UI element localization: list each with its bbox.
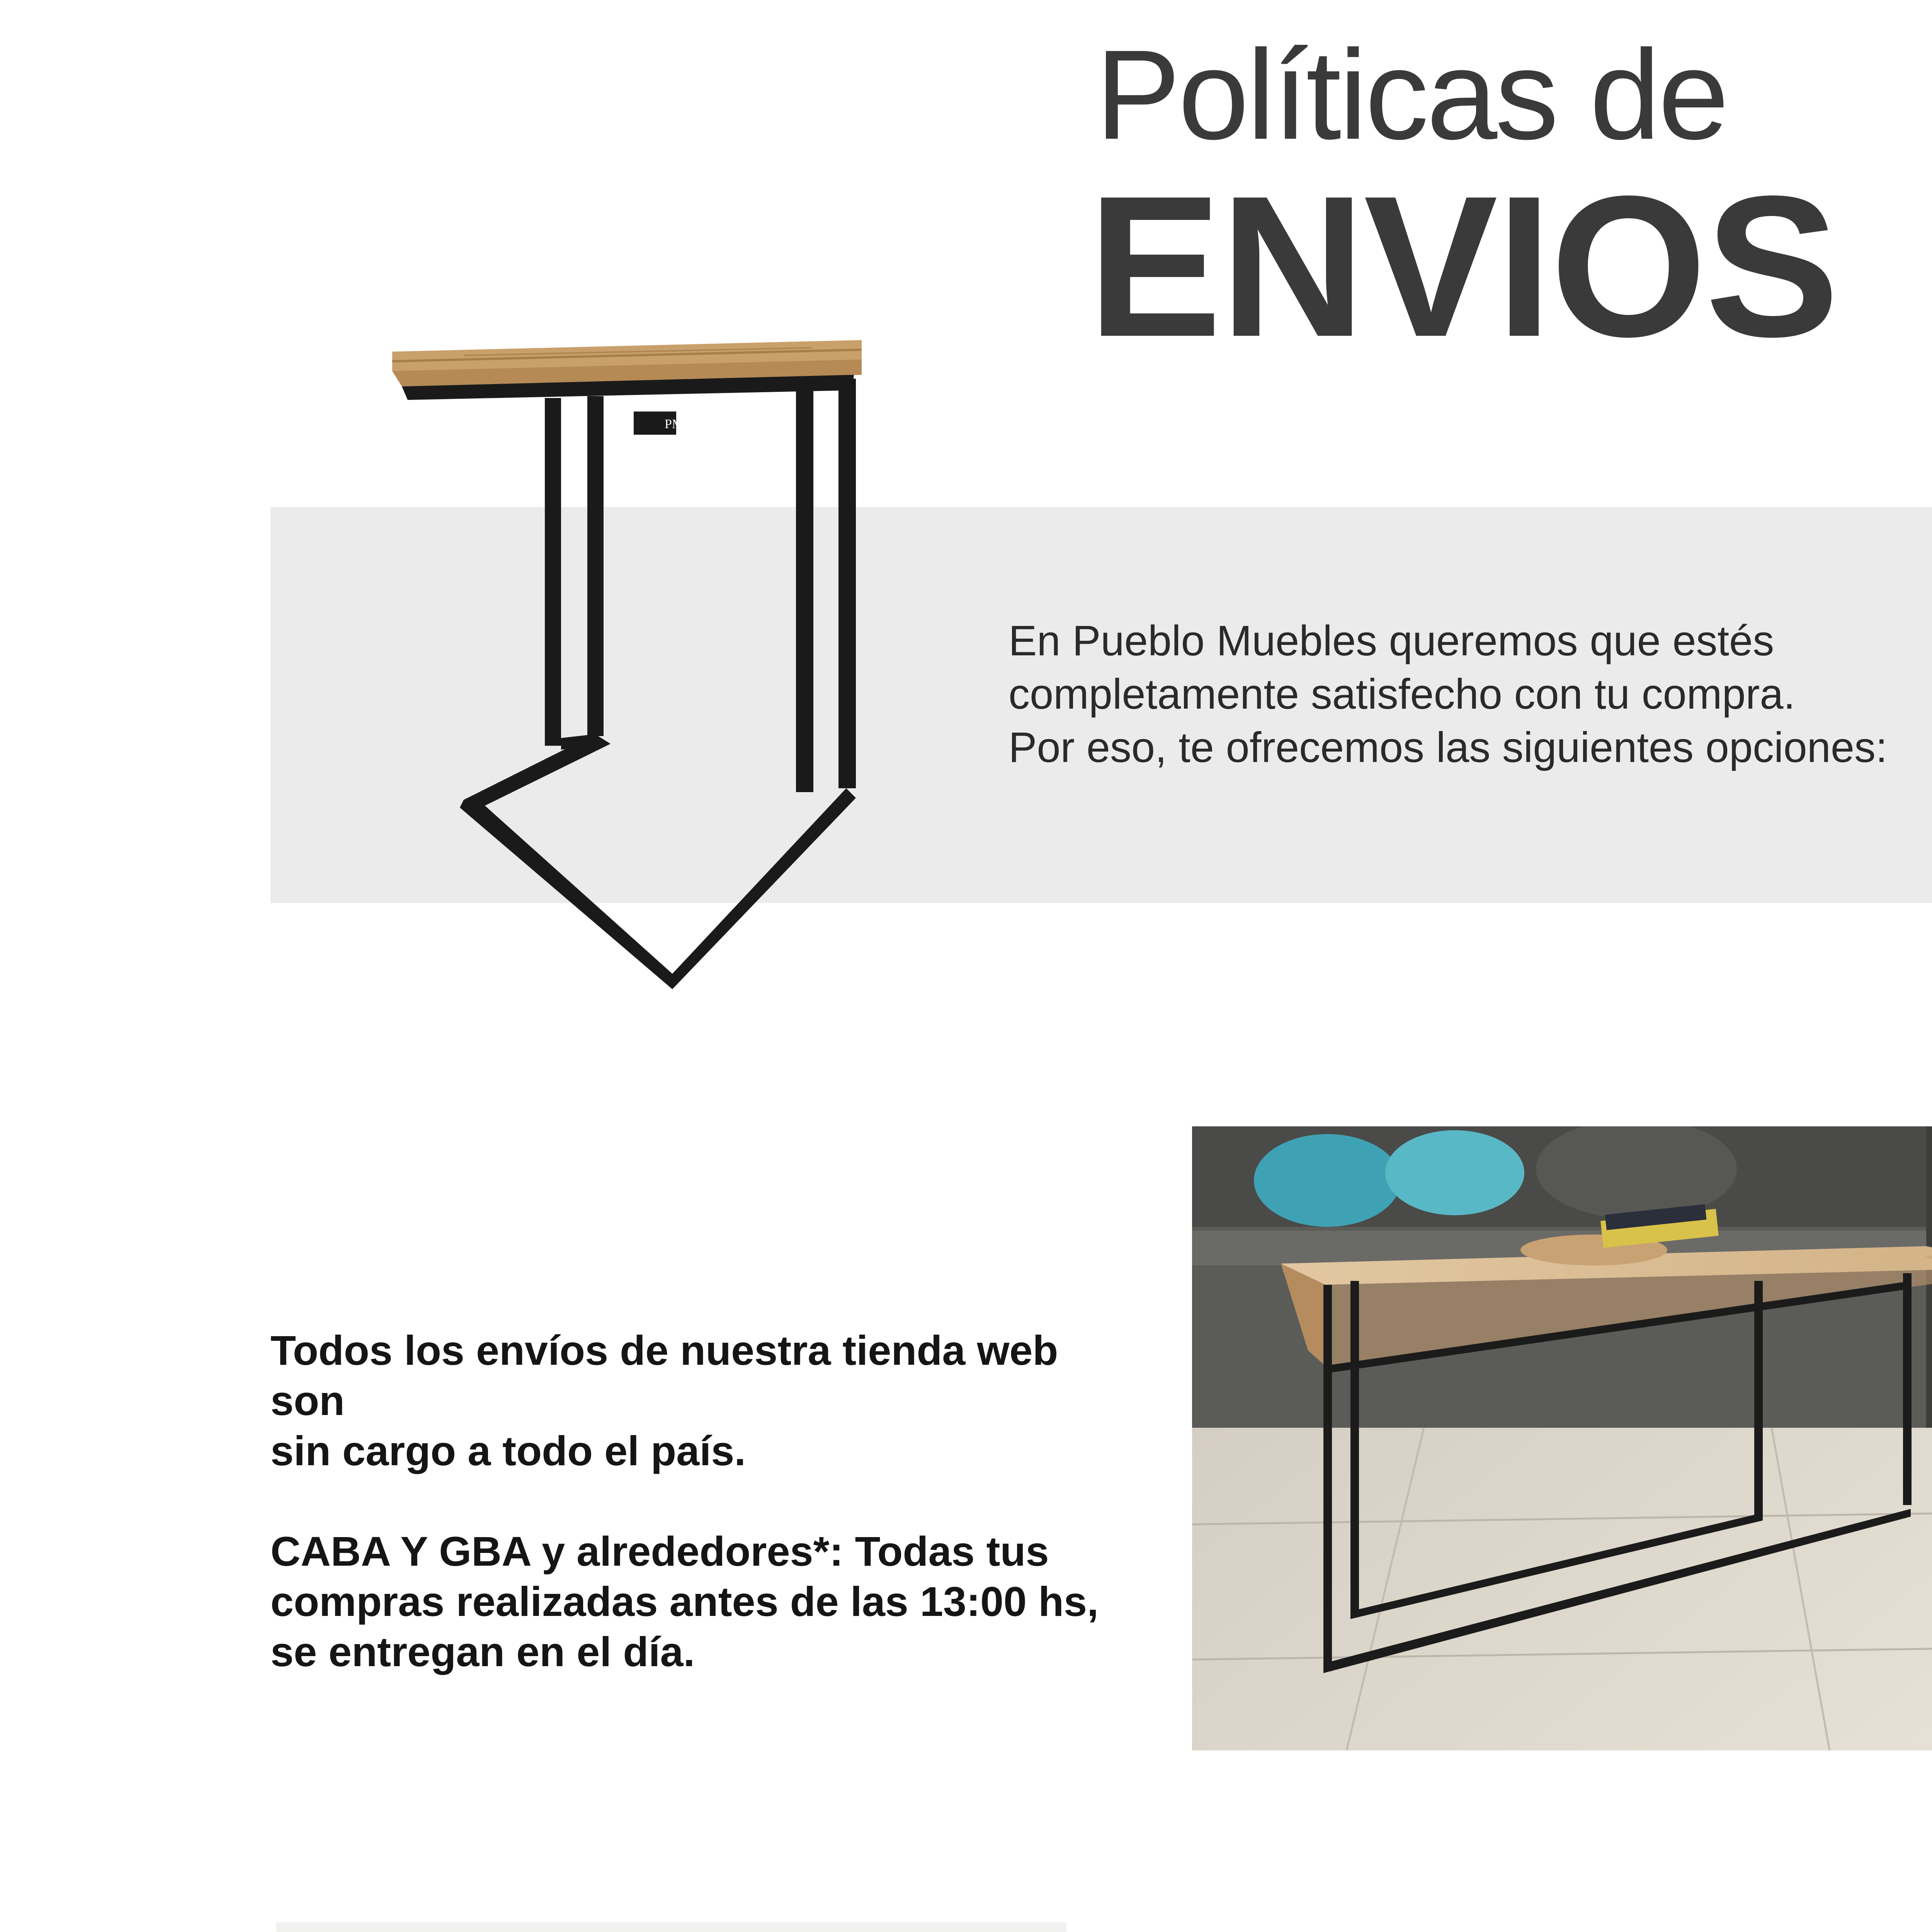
shipping-free-text: Todos los envíos de nuestra tienda web son sin cargo a todo el país. xyxy=(270,1327,1058,1474)
intro-line-2: completamente satisfecho con tu compra. xyxy=(1009,670,1796,718)
intro-text xyxy=(1009,614,1932,774)
intro-line-3: Por eso, te ofrecemos las siguientes opciones: xyxy=(1009,724,1888,771)
side-table-photo xyxy=(276,1922,1066,1932)
page-title-line1: Políticas de xyxy=(1095,23,1727,166)
shipping-info xyxy=(270,1325,1121,1677)
side-table-image xyxy=(386,332,873,989)
coffee-table-photo xyxy=(1192,1126,1932,1750)
page-title-line2: ENVIOS xyxy=(1088,154,1838,379)
table-brand-tag: PM xyxy=(665,417,684,431)
shipping-same-day-text: CABA Y GBA y alrededores*: Todas tus compras realizadas antes de las 13:00 hs, se entregan en el día. xyxy=(270,1528,1099,1675)
intro-line-1: En Pueblo Muebles queremos que estés xyxy=(1009,617,1774,665)
